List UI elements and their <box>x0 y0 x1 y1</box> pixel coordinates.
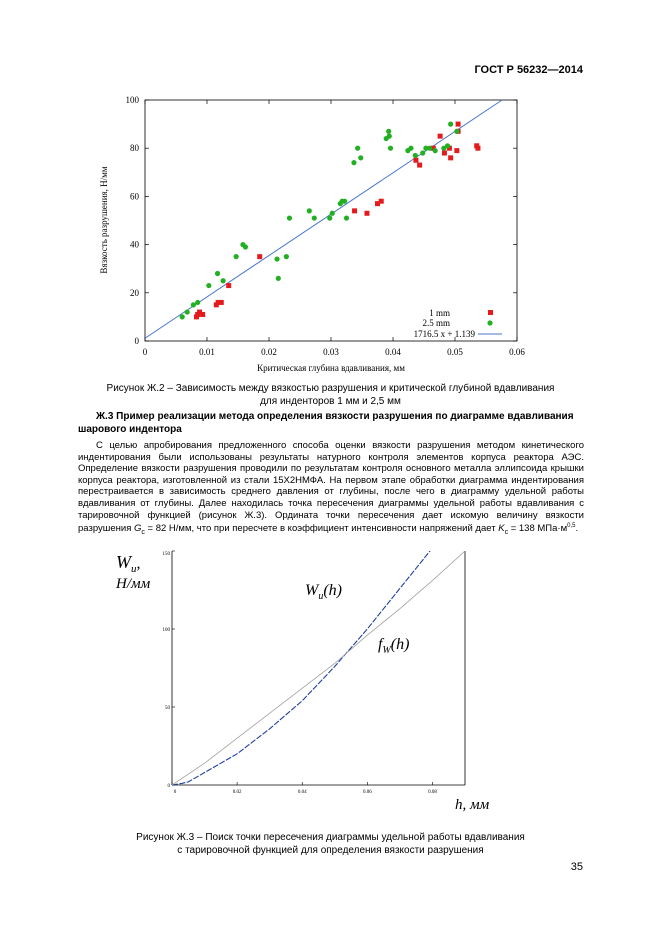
y-tick-label: 40 <box>130 239 139 250</box>
x-tick-label: 0.01 <box>199 347 215 357</box>
data-point-2.5mm <box>448 122 453 127</box>
data-point-1mm <box>413 158 418 163</box>
gc-symbol: G <box>134 523 142 535</box>
y-axis-label: Вязкость разрушения, Н/мм <box>99 166 109 274</box>
legend-marker-2.5mm <box>487 320 492 325</box>
y-tick-label: 0 <box>134 336 139 346</box>
data-point-2.5mm <box>420 150 425 155</box>
paragraph-main: С целью апробирования предложенного способа оценки вязкости разрушения методом кинетического индентирования были использованы результаты натурного контроля элементов корпуса реактора АЭС. Определение вязкости разрушения проводили по результатам контроля основного металла эллипсоида крышки корпуса реактора, изготовленной из стали 15Х2НМФА. На первом этапе обработки диаграмма индентирования перестраивается в зависимость среднего давления от глубины, после чего в диаграмму удельной работы вдавливания от глубины. Далее находилась точка пересечения диаграммы удельной работы вдавливания с тарировочной функцией (рисунок Ж.3). Ордината точки пересечения дает искомую величину вязкости разрушения <box>78 440 584 535</box>
data-point-1mm <box>448 155 453 160</box>
x-tick-label: 0 <box>142 347 148 357</box>
data-point-1mm <box>257 254 262 259</box>
y-tick-label: 0 <box>167 784 170 789</box>
x-tick-label: 0.05 <box>447 347 463 357</box>
kc-value: = 138 МПа·м <box>508 523 568 535</box>
paragraph-tail: что при пересчете в коэффициент интенсивности напряжений дает <box>196 523 496 535</box>
data-point-2.5mm <box>386 129 391 134</box>
plot-frame <box>145 100 517 341</box>
y-axis-units: Н/мм <box>116 576 151 592</box>
x-tick-label: 0.02 <box>232 790 242 795</box>
data-point-2.5mm <box>342 199 347 204</box>
kc-symbol: K <box>498 523 505 535</box>
data-point-2.5mm <box>427 146 432 151</box>
page-number: 35 <box>570 861 583 873</box>
data-point-2.5mm <box>274 256 279 261</box>
y-tick-label: 150 <box>162 552 170 557</box>
x-tick-label: 0.04 <box>297 790 307 795</box>
gc-value: = 82 Н/мм, <box>144 523 195 535</box>
data-point-2.5mm <box>330 211 335 216</box>
data-point-2.5mm <box>445 143 450 148</box>
caption-line: Рисунок Ж.2 – Зависимость между вязкостью разрушения и критической глубиной вдавливания <box>106 383 555 394</box>
section-title: Ж.3 Пример реализации метода определения вязкости разрушения по диаграмме вдавливания шарового индентора <box>78 411 574 435</box>
data-point-2.5mm <box>185 309 190 314</box>
data-point-2.5mm <box>387 134 392 139</box>
data-point-2.5mm <box>344 215 349 220</box>
data-point-2.5mm <box>312 215 317 220</box>
kc-end: . <box>575 523 579 535</box>
curve-label-fw: $f_W(h)$ <box>378 636 410 656</box>
data-point-2.5mm <box>206 283 211 288</box>
data-point-2.5mm <box>243 244 248 249</box>
data-point-1mm <box>379 199 384 204</box>
legend-label-1mm: 1 mm <box>429 308 450 318</box>
data-point-2.5mm <box>195 300 200 305</box>
legend-label-2.5mm: 2.5 mm <box>422 318 450 328</box>
section-paragraph <box>78 440 584 539</box>
data-point-2.5mm <box>276 276 281 281</box>
data-point-1mm <box>442 151 447 156</box>
figure-j3-chart <box>90 545 520 820</box>
data-point-1mm <box>226 283 231 288</box>
caption-line: для инденторов 1 мм и 2,5 мм <box>260 396 401 407</box>
y-tick-label: 100 <box>125 95 139 105</box>
data-point-2.5mm <box>287 215 292 220</box>
data-point-2.5mm <box>355 146 360 151</box>
series-line-fw <box>172 551 465 785</box>
data-point-2.5mm <box>180 314 185 319</box>
data-point-1mm <box>200 312 205 317</box>
x-tick-label: 0.08 <box>428 790 437 795</box>
y-tick-label: 60 <box>130 191 139 202</box>
x-tick-label: 0.02 <box>261 347 277 357</box>
data-point-1mm <box>219 300 224 305</box>
data-point-1mm <box>438 134 443 139</box>
figure-j2-caption <box>60 382 601 408</box>
caption-line: с тарировочной функцией для определения вязкости разрушения <box>177 845 484 856</box>
data-point-2.5mm <box>358 155 363 160</box>
data-point-2.5mm <box>408 146 413 151</box>
data-point-2.5mm <box>327 215 332 220</box>
y-tick-label: 80 <box>130 143 139 154</box>
data-point-1mm <box>417 163 422 168</box>
caption-line: Рисунок Ж.3 – Поиск точки пересечения диаграммы удельной работы вдавливания <box>136 832 525 843</box>
x-tick-label: 0.04 <box>385 347 401 357</box>
data-point-1mm <box>364 211 369 216</box>
curve-label-wu: $W_u(h)$ <box>305 582 342 602</box>
data-point-1mm <box>454 148 459 153</box>
x-tick-label: 0.03 <box>323 347 339 357</box>
data-point-2.5mm <box>388 146 393 151</box>
data-point-2.5mm <box>413 153 418 158</box>
data-point-1mm <box>352 208 357 213</box>
x-tick-label: 0.06 <box>362 790 372 795</box>
y-tick-label: 50 <box>165 706 170 711</box>
figure-j2-chart <box>90 88 530 378</box>
data-point-2.5mm <box>215 271 220 276</box>
data-point-1mm <box>456 122 461 127</box>
paragraph-text <box>78 440 584 539</box>
y-tick-label: 20 <box>130 287 139 298</box>
legend-label-fit: 1716.5 x + 1.139 <box>413 329 475 339</box>
data-point-2.5mm <box>284 254 289 259</box>
data-point-2.5mm <box>234 254 239 259</box>
data-point-1mm <box>475 146 480 151</box>
data-point-2.5mm <box>307 208 312 213</box>
figure-j3-caption <box>60 831 601 857</box>
y-axis-symbol: $W_u$, <box>116 552 141 575</box>
data-point-2.5mm <box>351 160 356 165</box>
legend-marker-1mm <box>488 310 493 315</box>
data-point-2.5mm <box>221 278 226 283</box>
x-tick-label: 0 <box>173 790 177 795</box>
y-tick-label: 100 <box>162 628 170 633</box>
kc-exp: 0,5 <box>567 523 576 530</box>
x-axis-label: Критическая глубина вдавливания, мм <box>257 363 405 373</box>
kc-sub: c <box>504 529 509 537</box>
document-header: ГОСТ Р 56232—2014 <box>474 64 583 76</box>
data-point-2.5mm <box>454 129 459 134</box>
gc-sub: c <box>141 529 145 537</box>
x-tick-label: 0.06 <box>509 347 525 357</box>
data-point-2.5mm <box>433 148 438 153</box>
series-line-wu <box>172 545 449 785</box>
x-axis-label: h, мм <box>455 797 490 813</box>
